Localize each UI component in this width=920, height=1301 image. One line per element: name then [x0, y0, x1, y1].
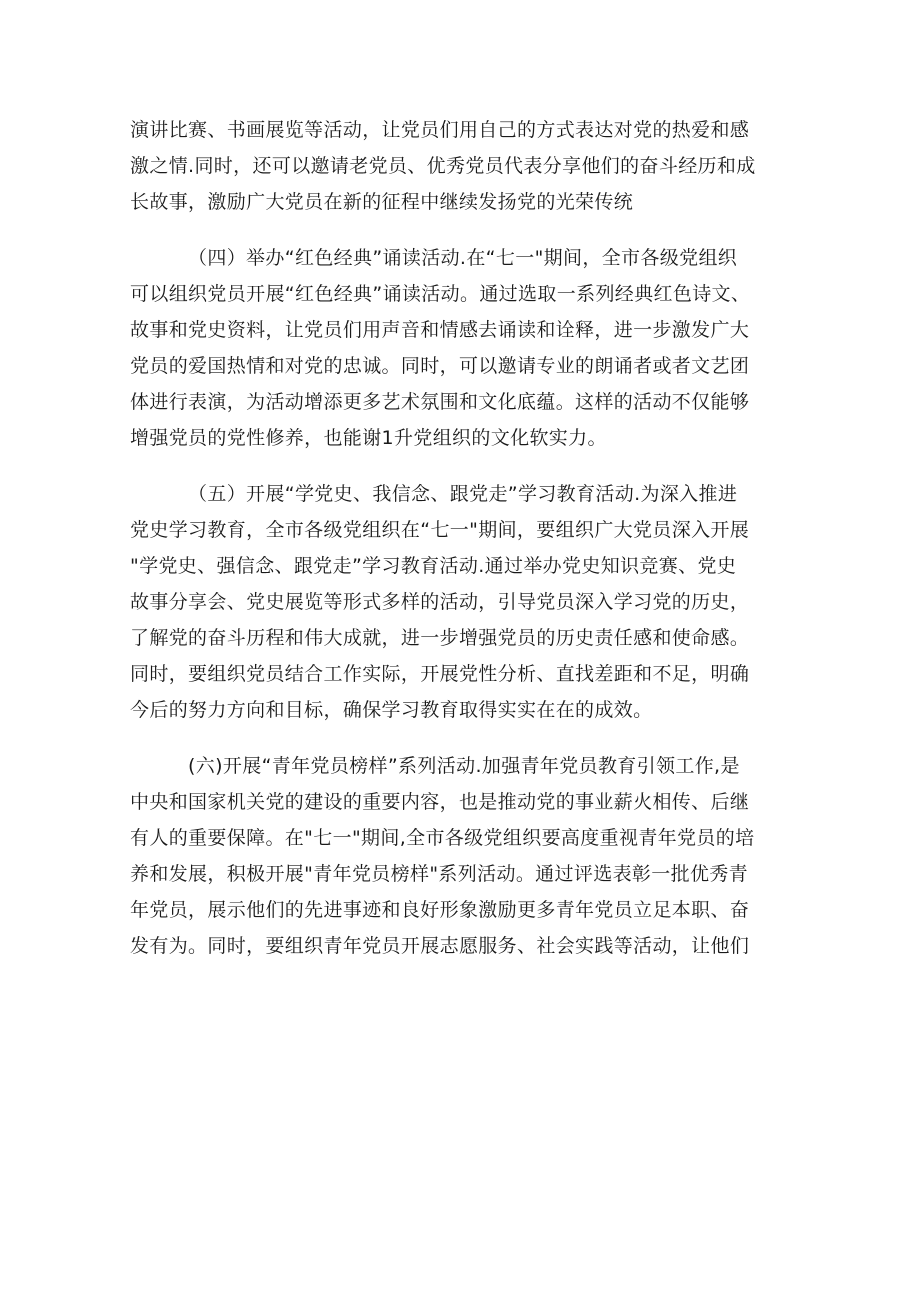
text-line: 增强党员的党性修养，也能谢1升党组织的文化软实力。 — [130, 427, 607, 449]
text-line: 了解党的奋斗历程和伟大成就，进一步增强党员的历史责任感和使命感。 — [130, 627, 750, 649]
text-line: 同时，要组织党员结合工作实际，开展党性分析、直找差距和不足，明确 — [130, 663, 750, 685]
paragraph-gap — [130, 220, 790, 240]
text-line: 党员的爱国热情和对党的忠诚。同时，可以邀请专业的朗诵者或者文艺团 — [130, 355, 750, 377]
text-line: 养和发展，积极开展"青年党员榜样"系列活动。通过评选表彰一批优秀青 — [130, 863, 749, 885]
text-line: 可以组织党员开展“红色经典”诵读活动。通过选取一系列经典红色诗文、 — [130, 283, 751, 305]
paragraph-six — [130, 748, 790, 964]
paragraph-continuation — [130, 112, 790, 220]
text-line: 发有为。同时，要组织青年党员开展志愿服务、社会实践等活动，让他们 — [130, 935, 750, 957]
paragraph-gap — [130, 728, 790, 748]
text-line: 今后的努力方向和目标，确保学习教育取得实实在在的成效。 — [130, 699, 653, 721]
document-body — [130, 112, 790, 964]
text-line: 长故事，激励广大党员在新的征程中继续发扬党的光荣传统 — [130, 191, 634, 213]
paragraph-four — [130, 240, 790, 456]
text-line: 体进行表演，为活动增添更多艺术氛围和文化底蕴。这样的活动不仅能够 — [130, 391, 750, 413]
paragraph-five — [130, 476, 790, 728]
text-line: "学党史、强信念、跟党走”学习教育活动.通过举办党史知识竞赛、党史 — [130, 555, 737, 577]
text-line: 故事分享会、党史展览等形式多样的活动，引导党员深入学习党的历史， — [130, 591, 750, 613]
text-line: 故事和党史资料，让党员们用声音和情感去诵读和诠释，进一步激发广大 — [130, 319, 750, 341]
text-line: 演讲比赛、书画展览等活动，让党员们用自己的方式表达对党的热爱和感 — [130, 119, 750, 141]
text-line: 有人的重要保障。在"七一"期间,全市各级党组织要高度重视青年党员的培 — [130, 827, 755, 849]
text-line: 激之情.同时，还可以邀请老党员、优秀党员代表分享他们的奋斗经历和成 — [130, 155, 756, 177]
text-line: （五）开展“学党史、我信念、跟党走”学习教育活动.为深入推进 — [188, 483, 738, 505]
text-line: （四）举办“红色经典”诵读活动.在“七一"期间，全市各级党组织 — [188, 247, 738, 269]
text-line: 年党员，展示他们的先进事迹和良好形象激励更多青年党员立足本职、奋 — [130, 899, 750, 921]
text-line: 党史学习教育，全市各级党组织在“七一"期间，要组织广大党员深入开展 — [130, 519, 750, 541]
paragraph-gap — [130, 456, 790, 476]
text-line: 中央和国家机关党的建设的重要内容，也是推动党的事业薪火相传、后继 — [130, 791, 750, 813]
text-line: (六)开展“青年党员榜样”系列活动.加强青年党员教育引领工作,是 — [188, 755, 740, 777]
